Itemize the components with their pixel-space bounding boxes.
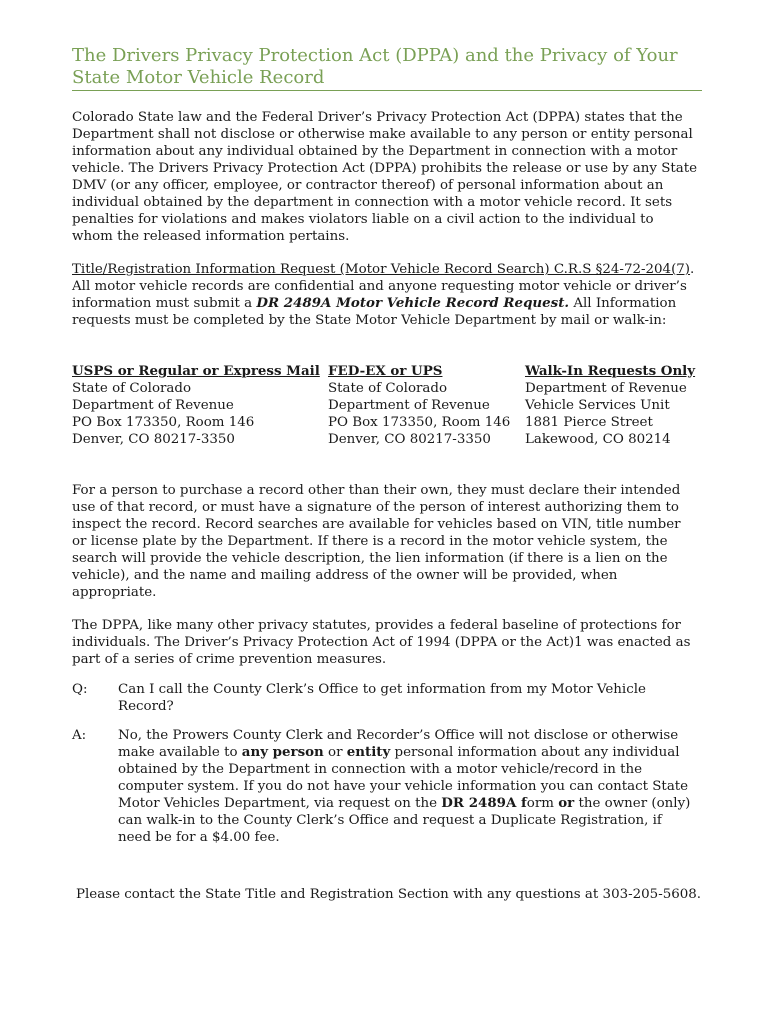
question-block [72, 681, 698, 715]
request-text-after: All Information requests must be completed by the State Motor Vehicle Department by mail or walk-in: [72, 296, 677, 328]
address-usps [72, 363, 320, 448]
address-line: PO Box 173350, Room 146 [328, 415, 511, 430]
answer-bold: or [558, 795, 575, 811]
address-line: State of Colorado [72, 381, 192, 396]
answer-bold: DR 2489A f [441, 795, 527, 811]
address-line: 1881 Pierce Street [525, 415, 653, 430]
answer-block [72, 727, 698, 846]
address-line: Vehicle Services Unit [525, 398, 670, 413]
address-line: Denver, CO 80217-3350 [328, 432, 491, 447]
answer-text [118, 727, 698, 846]
address-header: USPS or Regular or Express Mail [72, 363, 320, 379]
answer-segment: the owner (only) can walk-in to the County Clerk’s Office and request a Duplicate Registration, if need be for a $4.00 fee. [118, 796, 691, 845]
answer-segment: or [323, 745, 347, 760]
answer-segment: personal information about any individual obtained by the Department in connection with a motor vehicle/record in the computer system. If you do not have your vehicle information you can contact State Motor Vehicles Department, via request on the [118, 745, 689, 811]
address-walkin [525, 363, 695, 448]
answer-bold: any person [241, 744, 324, 760]
address-header: Walk-In Requests Only [525, 363, 696, 379]
request-paragraph [72, 261, 698, 329]
dppa-paragraph: The DPPA, like many other privacy statutes, provides a federal baseline of protections for individuals. The Driver’s Privacy Protection Act of 1994 (DPPA or the Act)1 was enacted as part of a series of crime prevention measures. [72, 618, 691, 667]
question-label: Q: [72, 682, 88, 697]
address-line: Department of Revenue [525, 381, 687, 396]
intro-paragraph: Colorado State law and the Federal Driver’s Privacy Protection Act (DPPA) states that the Department shall not disclose or otherwise make available to any person or entity personal information about any individual obtained by the Department in connection with a motor vehicle. The Drivers Privacy Protection Act (DPPA) prohibits the release or use by any State DMV (or any officer, employee, or contractor thereof) of personal information about an individual obtained by the department in connection with a motor vehicle record. It sets penalties for violations and makes violators liable on a civil action to the individual to whom the released information pertains. [72, 110, 698, 244]
request-heading: Title/Registration Information Request (Motor Vehicle Record Search) C.R.S §24-72-204(7) [72, 262, 691, 277]
answer-label: A: [72, 728, 87, 743]
address-fedex [328, 363, 510, 448]
purchase-paragraph: For a person to purchase a record other than their own, they must declare their intended use of that record, or must have a signature of the person of interest authorizing them to inspect the record. Record searches are available for vehicles based on VIN, title number or license plate by the Department. If there is a record in the motor vehicle system, the search will provide the vehicle description, the lien information (if there is a lien on the vehicle), and the name and mailing address of the owner will be provided, when appropriate. [72, 483, 681, 600]
address-line: Denver, CO 80217-3350 [72, 432, 235, 447]
answer-segment: orm [526, 796, 559, 811]
contact-line: Please contact the State Title and Registration Section with any questions at 303-205-5608. [76, 887, 702, 902]
answer-segment: No, the Prowers County Clerk and Recorder’s Office will not disclose or otherwise make available to [118, 728, 679, 760]
address-line: PO Box 173350, Room 146 [72, 415, 255, 430]
answer-bold: entity [346, 744, 391, 760]
address-header: FED-EX or UPS [328, 363, 443, 379]
request-heading-period: . [690, 262, 695, 277]
address-line: Department of Revenue [328, 398, 490, 413]
form-name: DR 2489A Motor Vehicle Record Request. [256, 295, 570, 311]
question-text: Can I call the County Clerk’s Office to get information from my Motor Vehicle Record? [118, 682, 646, 714]
address-line: Department of Revenue [72, 398, 234, 413]
address-line: State of Colorado [328, 381, 448, 396]
page-title: The Drivers Privacy Protection Act (DPPA) and the Privacy of Your State Motor Vehicle Record [72, 45, 702, 91]
request-text-before: All motor vehicle records are confidential and anyone requesting motor vehicle or driver’s information must submit a [72, 279, 687, 311]
address-line: Lakewood, CO 80214 [525, 432, 671, 447]
